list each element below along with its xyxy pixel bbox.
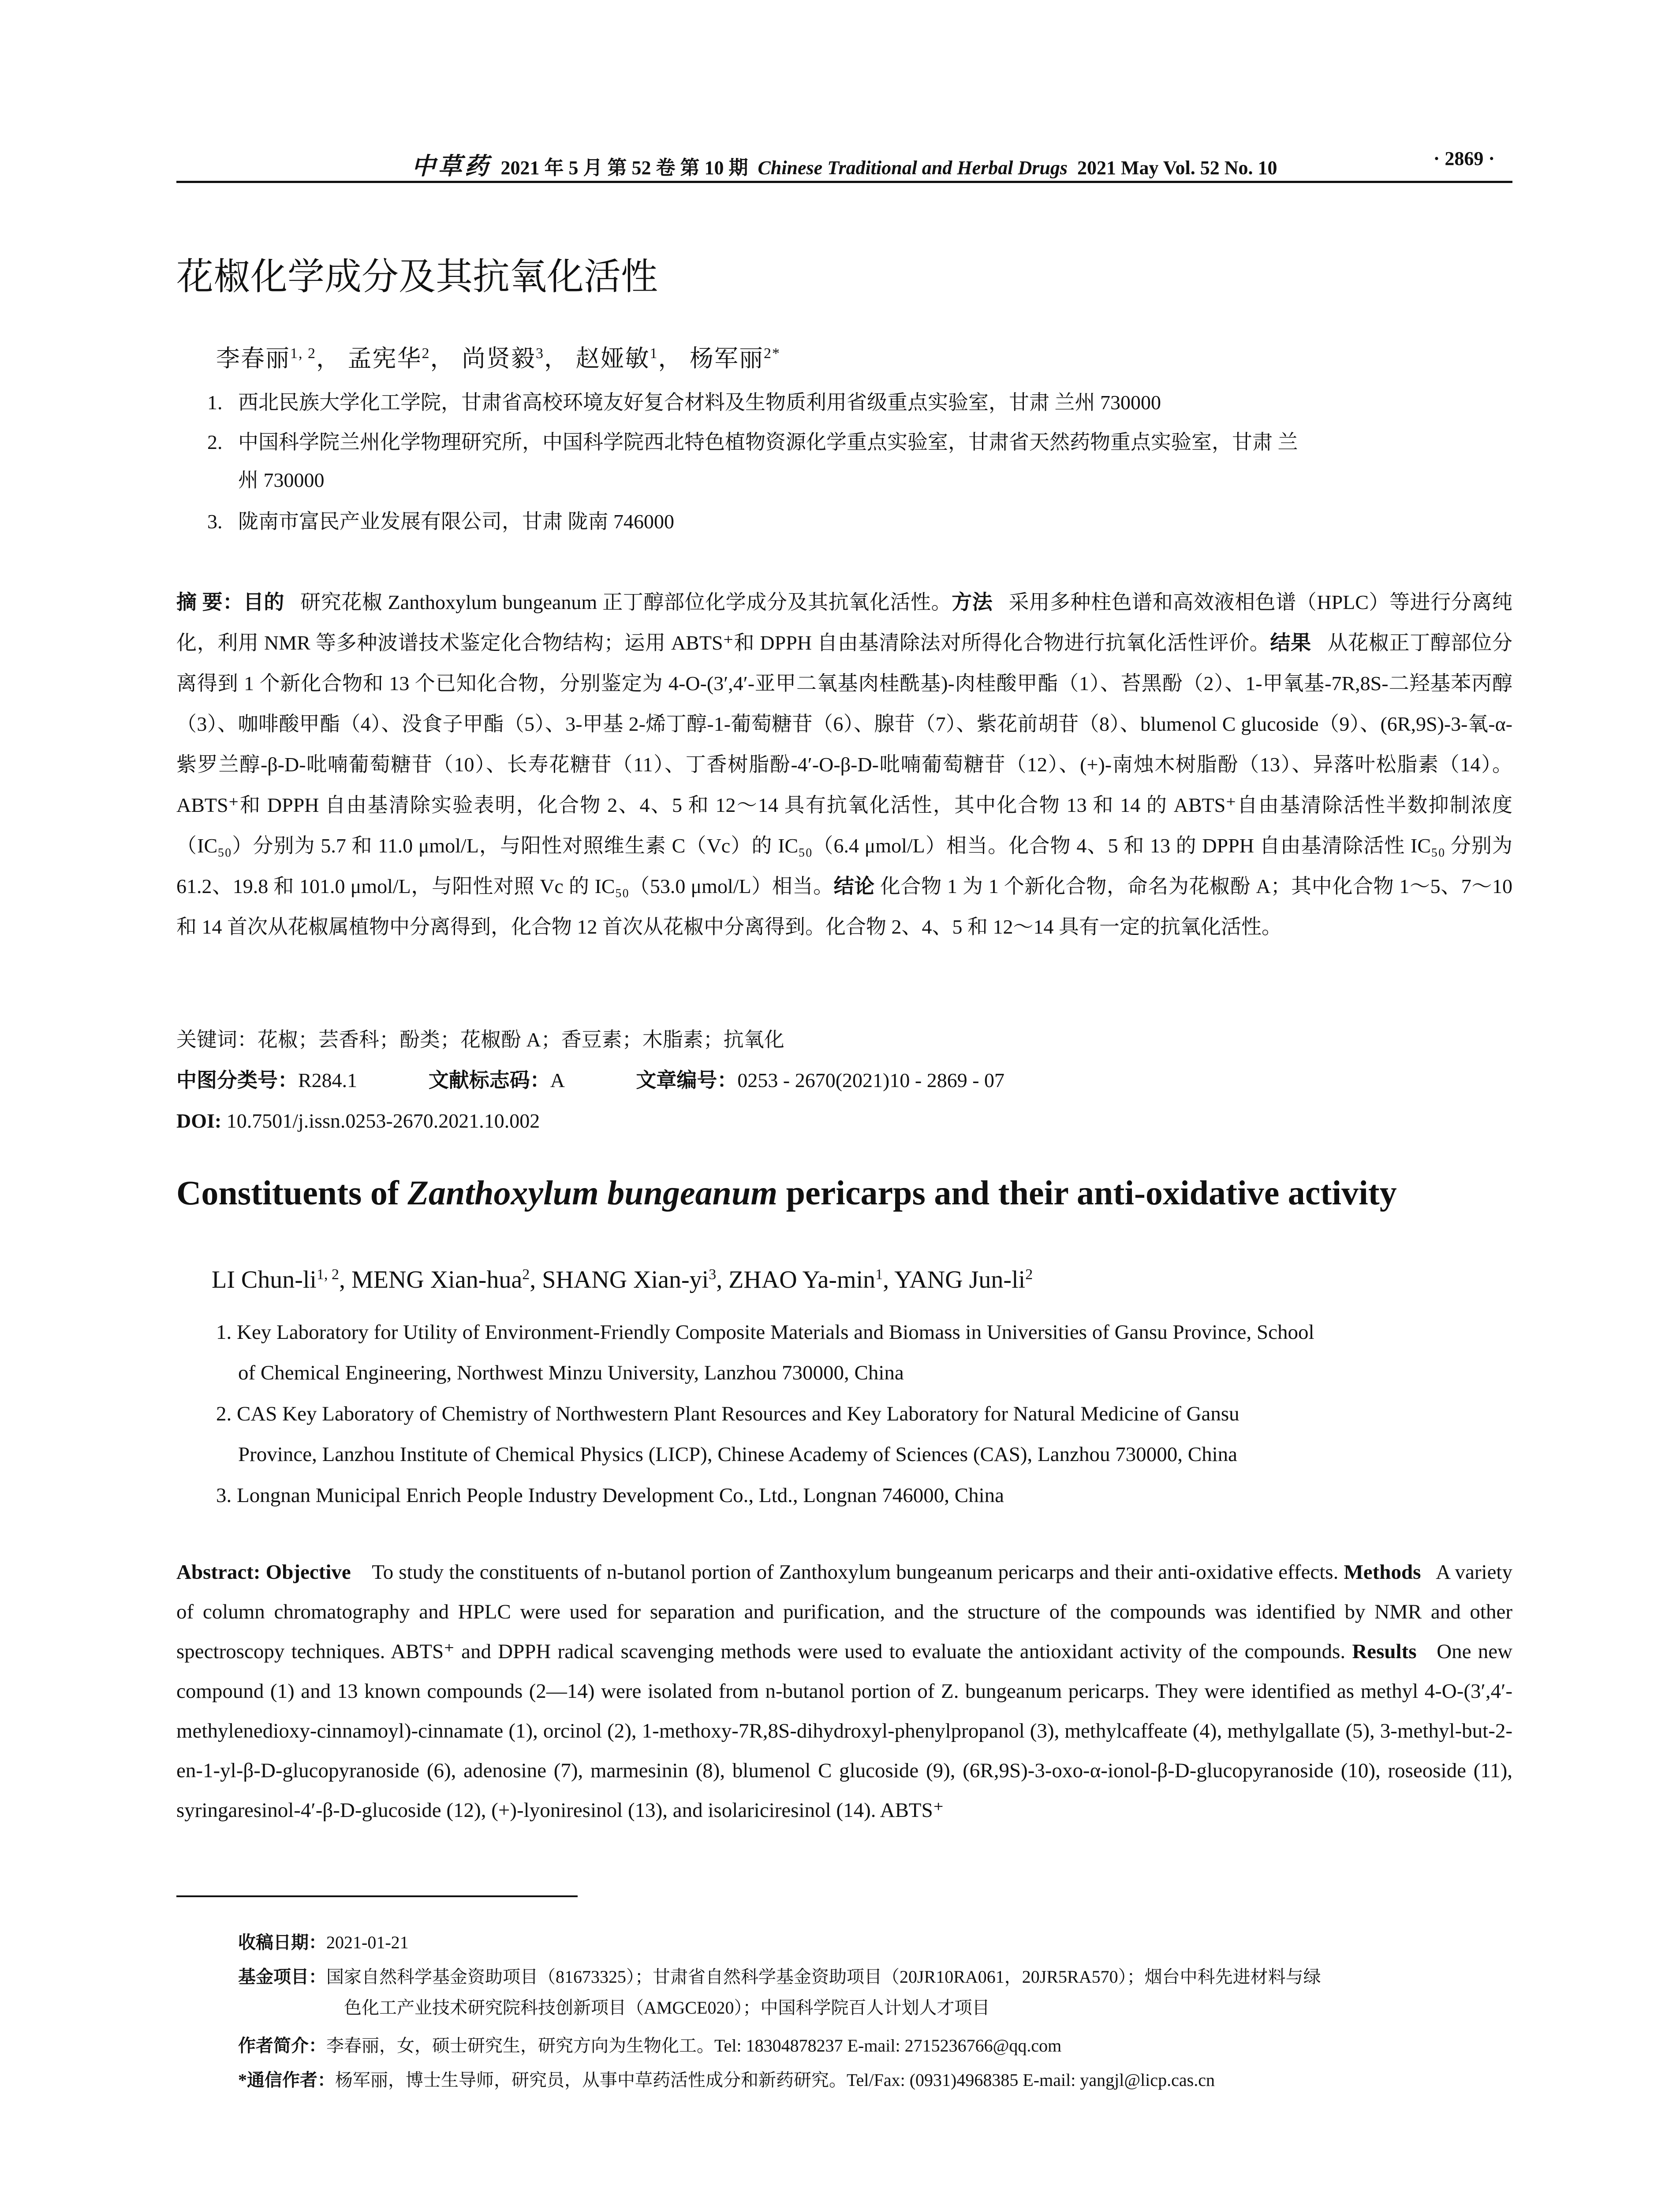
abstract-cn (176, 582, 1512, 947)
objective-text: 研究花椒 Zanthoxylum bungeanum 正丁醇部位化学成分及其抗氧化活性。 (300, 591, 952, 613)
author-sup: 1 (875, 1266, 883, 1283)
classification-line (176, 1060, 1512, 1101)
article-no-label: 文章编号： (636, 1069, 738, 1091)
affiliation-en-3 (216, 1475, 1512, 1516)
abstract-en-label: Abstract: Objective (176, 1561, 351, 1584)
aff-cont: 州 730000 (238, 469, 325, 491)
author-en: SHANG Xian-yi (542, 1266, 709, 1293)
fund-label: 基金项目： (238, 1967, 326, 1987)
corresponding-text: 杨军丽，博士生导师，研究员，从事中草药活性成分和新药研究。Tel/Fax: (0931)4968385 E-mail: yangjl@licp.cas.cn (335, 2070, 1215, 2090)
author-sup: 1, 2 (316, 1266, 339, 1283)
author-bio-text: 李春丽，女，硕士研究生，研究方向为生物化工。Tel: 18304878237 E-mail: 2715236766@qq.com (326, 2036, 1062, 2056)
fund-text-1: 国家自然科学基金资助项目（81673325）；甘肃省自然科学基金资助项目（20JR10RA061，20JR5RA570）；烟台中科先进材料与绿 (326, 1967, 1321, 1987)
aff-en-line1: 1. Key Laboratory for Utility of Environment-Friendly Composite Materials and Biomass in Universities of Gansu Province, School (216, 1321, 1314, 1344)
author-bio-label: 作者简介： (238, 2036, 326, 2056)
keywords-text: 花椒；芸香科；酚类；花椒酚 A；香豆素；木脂素；抗氧化 (258, 1028, 784, 1051)
aff-num: 3. (207, 510, 223, 533)
clc-value: R284.1 (298, 1069, 358, 1091)
footnote-author (238, 2030, 1512, 2061)
author-en: ZHAO Ya-min (728, 1266, 876, 1293)
results-en-text: One new compound (1) and 13 known compounds (2—14) were isolated from n-butanol portion of Z. bungeanum pericarps. They were identified as methyl 4-O-(3′,4′-methylenedioxy-cinnamoyl)-cinnamate (1), orcinol (2), 1-methoxy-7R,8S-dihydroxyl-phenylpropanol (3), methylcaffeate (4), methylgallate (5), 3-methyl-but-2-en-1-yl-β-D-glucopyranoside (6), adenosine (7), marmesinin (8), blumenol C glucoside (9), (6R,9S)-3-oxo-α-ionol-β-D-glucopyranoside (10), roseoside (11), syringaresinol-4′-β-D-glucoside (12), (+)-lyoniresinol (13), and isolariciresinol (14). ABTS⁺ (176, 1640, 1513, 1822)
issue-cn: 2021 年 5 月 第 52 卷 第 10 期 (500, 157, 748, 179)
doi-value: 10.7501/j.issn.0253-2670.2021.10.002 (226, 1110, 540, 1132)
footnote-corresponding (238, 2065, 1512, 2096)
keywords-cn (176, 1020, 1512, 1060)
abstract-label: 摘 要： (176, 591, 243, 613)
author-sup: 2* (764, 345, 780, 362)
footnote-divider (176, 1895, 578, 1897)
abstract-en (176, 1552, 1512, 1830)
received-label: 收稿日期： (238, 1932, 326, 1952)
received-value: 2021-01-21 (326, 1932, 409, 1952)
objective-en-text: To study the constituents of n-butanol portion of Zanthoxylum bungeanum pericarps and their anti-oxidative effects. (372, 1561, 1339, 1584)
aff-en-line1: 3. Longnan Municipal Enrich People Industry Development Co., Ltd., Longnan 746000, China (216, 1484, 1004, 1507)
conclusion-text: 化合物 1 为 1 个新化合物，命名为花椒酚 A；其中化合物 1～5、7～10 和 14 首次从花椒属植物中分离得到，化合物 12 首次从花椒中分离得到。化合物 2、4、5 和 12～14 具有一定的抗氧化活性。 (176, 875, 1513, 938)
methods-label: 方法 (952, 591, 993, 613)
author-en: MENG Xian-hua (351, 1266, 523, 1293)
results-en-label: Results (1352, 1640, 1417, 1663)
doc-code-label: 文献标志码： (428, 1069, 550, 1091)
author-sup: 3 (536, 345, 544, 362)
aff-text: 西北民族大学化工学院，甘肃省高校环境友好复合材料及生物质利用省级重点实验室，甘肃 兰州 730000 (238, 391, 1161, 414)
author-sup: 1 (650, 345, 658, 362)
page-number: · 2869 · (1433, 148, 1495, 169)
aff-text: 陇南市富民产业发展有限公司，甘肃 陇南 746000 (238, 510, 674, 533)
affiliation-cn-2 (207, 423, 1512, 499)
author-en: YANG Jun-li (894, 1266, 1026, 1293)
doi-label: DOI: (176, 1110, 222, 1132)
affiliation-en-1 (216, 1312, 1512, 1393)
title-en-species: Zanthoxylum bungeanum (407, 1174, 778, 1212)
header-center (379, 147, 1310, 181)
authors-en: LI Chun-li$^{1, 2}$, MENG Xian-hua$^2$, SHANG Xian-$yi^3$, ZHAO $Ya-\min^1$, YANG Jun-$li^2$ (212, 1266, 1033, 1293)
author-cn: 尚贤毅 (462, 345, 536, 372)
methods-text: 采用多种柱色谱和高效液相色谱（HPLC）等进行分离纯化，利用 NMR 等多种波谱技术鉴定化合物结构；运用 ABTS⁺和 DPPH 自由基清除法对所得化合物进行抗氧化活性评价。 (176, 591, 1513, 654)
footnote-received (238, 1927, 1512, 1958)
author-en: LI Chun-li (212, 1266, 317, 1293)
methods-en-text: A variety of column chromatography and HPLC were used for separation and purification, and the structure of the compounds was identified by NMR and other spectroscopy techniques. ABTS⁺ and DPPH radical scavenging methods were used to evaluate the antioxidant activity of the compounds. (176, 1561, 1512, 1663)
affiliation-cn-3 (207, 503, 1512, 541)
authors-cn: 李春丽$^{1, 2}$， 孟宪华$^2$， 尚贤毅$^3$， 赵娅敏$^1$， 杨军丽$^{2*}$ (216, 345, 780, 372)
aff-en-line1: 2. CAS Key Laboratory of Chemistry of Northwestern Plant Resources and Key Laboratory for Natural Medicine of Gansu (216, 1402, 1239, 1425)
author-cn: 李春丽 (216, 345, 290, 372)
title-en (176, 1173, 1512, 1213)
doc-code-value: A (550, 1069, 565, 1091)
results-label: 结果 (1270, 632, 1311, 654)
results-text: 从花椒正丁醇部位分离得到 1 个新化合物和 13 个已知化合物，分别鉴定为 4-O-(3′,4′-亚甲二氧基肉桂酰基)-肉桂酸甲酯（1）、苔黑酚（2）、1-甲氧基-7R,8S-二羟基苯丙醇（3）、咖啡酸甲酯（4）、没食子甲酯（5）、3-甲基 2-烯丁醇-1-葡萄糖苷（6）、腺苷（7）、紫花前胡苷（8）、blumenol C glucoside（9）、(6R,9S)-3-氧-α-紫罗兰醇-β-D-吡喃葡萄糖苷（10）、长寿花糖苷（11）、丁香树脂酚-4′-O-β-D-吡喃葡萄糖苷（12）、(+)-南烛木树脂酚（13）、异落叶松脂素（14）。ABTS⁺和 DPPH 自由基清除实验表明，化合物 2、4、5 和 12～14 具有抗氧化活性，其中化合物 13 和 14 的 ABTS⁺自由基清除活性半数抑制浓度（IC₅₀）分别为 5.7 和 11.0 μmol/L，与阳性对照维生素 C（Vc）的 IC₅₀（6.4 μmol/L）相当。化合物 4、5 和 13 的 DPPH 自由基清除活性 IC₅₀ 分别为 61.2、19.8 和 101.0 μmol/L，与阳性对照 Vc 的 IC₅₀（53.0 μmol/L）相当。 (176, 632, 1513, 897)
affiliation-cn-1 (207, 384, 1512, 422)
title-cn: 花椒化学成分及其抗氧化活性 (176, 255, 658, 298)
title-en-c: pericarps and their anti-oxidative activity (777, 1174, 1397, 1212)
author-sup: 2 (422, 345, 430, 362)
aff-en-line2: of Chemical Engineering, Northwest Minzu University, Lanzhou 730000, China (238, 1361, 904, 1384)
clc-label: 中图分类号： (176, 1069, 298, 1091)
journal-name-cn: 中草药 (411, 153, 491, 179)
running-header (176, 141, 1512, 183)
author-cn: 赵娅敏 (575, 345, 650, 372)
corresponding-label: *通信作者： (238, 2070, 335, 2090)
author-sup: 2 (1025, 1266, 1033, 1283)
methods-en-label: Methods (1344, 1561, 1421, 1584)
aff-num: 1. (207, 391, 223, 414)
aff-num: 2. (207, 431, 223, 453)
conclusion-label: 结论 (833, 875, 875, 897)
journal-name-en: Chinese Traditional and Herbal Drugs (758, 157, 1068, 179)
aff-text: 中国科学院兰州化学物理研究所，中国科学院西北特色植物资源化学重点实验室，甘肃省天然药物重点实验室，甘肃 兰 (238, 431, 1298, 453)
author-sup: 1, 2 (290, 345, 316, 362)
objective-label: 目的 (243, 591, 284, 613)
aff-en-line2: Province, Lanzhou Institute of Chemical Physics (LICP), Chinese Academy of Sciences (CAS), Lanzhou 730000, China (238, 1443, 1238, 1466)
author-sup: 2 (522, 1266, 530, 1283)
footnote-fund (238, 1962, 1512, 2023)
keywords-label: 关键词： (176, 1028, 258, 1051)
author-cn: 杨军丽 (690, 345, 764, 372)
issue-en: 2021 May Vol. 52 No. 10 (1077, 157, 1277, 179)
fund-text-2: 色化工产业技术研究院科技创新项目（AMGCE020）；中国科学院百人计划人才项目 (344, 1998, 990, 2018)
article-no-value: 0253 - 2670(2021)10 - 2869 - 07 (737, 1069, 1005, 1091)
doi-line (176, 1101, 1512, 1141)
author-sup: 3 (709, 1266, 717, 1283)
author-cn: 孟宪华 (347, 345, 422, 372)
title-en-a: Constituents of (176, 1174, 408, 1212)
affiliation-en-2 (216, 1394, 1512, 1475)
